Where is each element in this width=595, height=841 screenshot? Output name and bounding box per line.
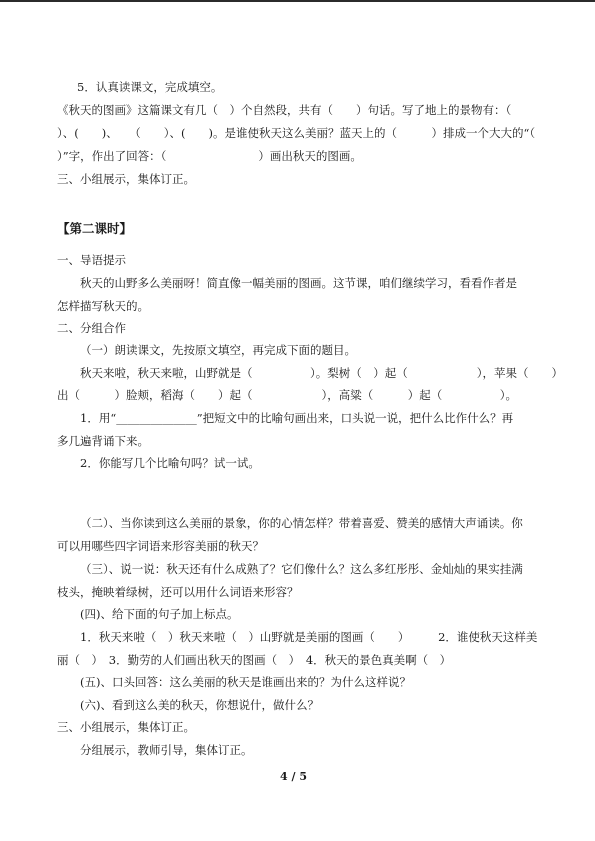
part-3-line-1: （三）、说一说：秋天还有什么成熟了？它们像什么？这么多红彤彤、金灿灿的果实挂满	[80, 562, 523, 576]
intro-line-2: 怎样描写秋天的。	[57, 299, 149, 313]
question-1-line-1: 1．用“______________”把短文中的比喻句画出来，口头说一说，把什么比作什么？再	[80, 411, 514, 425]
part-2-line-1: （二）、当你读到这么美丽的景象，你的心情怎样？带着喜爱、赞美的感情大声诵读。你	[80, 516, 523, 530]
part-5: (五)、口头回答：这么美丽的秋天是谁画出来的？为什么这样说？	[80, 675, 411, 689]
page-number: 4 / 5	[280, 770, 307, 783]
fill-blank-line-2: 出（ ）脸颊，稻海（ ）起（ ），高粱（ ）起（ ）。	[57, 388, 517, 402]
intro-line-1: 秋天的山野多么美丽呀！简直像一幅美丽的图画。这节课，咱们继续学习，看看作者是	[80, 276, 517, 290]
question-2: 2．你能写几个比喻句吗？试一试。	[80, 456, 260, 470]
closing-line: 分组展示，教师引导，集体订正。	[80, 743, 253, 757]
section-3-heading-2: 三、小组展示，集体订正。	[57, 720, 195, 734]
section-1-heading: 一、导语提示	[57, 253, 126, 267]
part-1-title: （一）朗读课文，先按原文填空，再完成下面的题目。	[80, 343, 356, 357]
fill-blank-line-1: 秋天来啦，秋天来啦，山野就是（ ）。梨树（ ）起（ ），苹果（ ）	[80, 366, 563, 380]
punctuation-line-1: 1．秋天来啦（ ）秋天来啦（ ）山野就是美丽的图画（ ） 2．谁使秋天这样美	[80, 630, 538, 644]
exercise-5-line-3: ）”字，作出了回答：（ ）画出秋天的图画。	[57, 149, 362, 163]
part-3-line-2: 枝头，掩映着绿树，还可以用什么词语来形容？	[57, 585, 299, 599]
part-6: (六)、看到这么美的秋天，你想说什，做什么？	[80, 698, 319, 712]
exercise-5-title: 5．认真读课文，完成填空。	[77, 80, 223, 94]
question-1-line-2: 多几遍背诵下来。	[57, 434, 149, 448]
exercise-5-line-1: 《秋天的图画》这篇课文有几（ ）个自然段，共有（ ）句话。写了地上的景物有：（	[57, 103, 512, 117]
exercise-5-line-2: ）、( )、 （ ）、( )。是谁使秋天这么美丽？蓝天上的（ ）排成一个大大的“（	[57, 126, 536, 140]
punctuation-line-2: 丽（ ） 3．勤劳的人们画出秋天的图画（ ） 4．秋天的景色真美啊（ ）	[57, 653, 452, 667]
second-lesson-heading: 【第二课时】	[57, 221, 133, 236]
section-2-heading: 二、分组合作	[57, 321, 126, 335]
section-3-heading: 三、小组展示，集体订正。	[57, 172, 195, 186]
part-2-line-2: 可以用哪些四字词语来形容美丽的秋天？	[57, 539, 264, 553]
part-4-title: (四)、给下面的句子加上标点。	[80, 607, 239, 621]
